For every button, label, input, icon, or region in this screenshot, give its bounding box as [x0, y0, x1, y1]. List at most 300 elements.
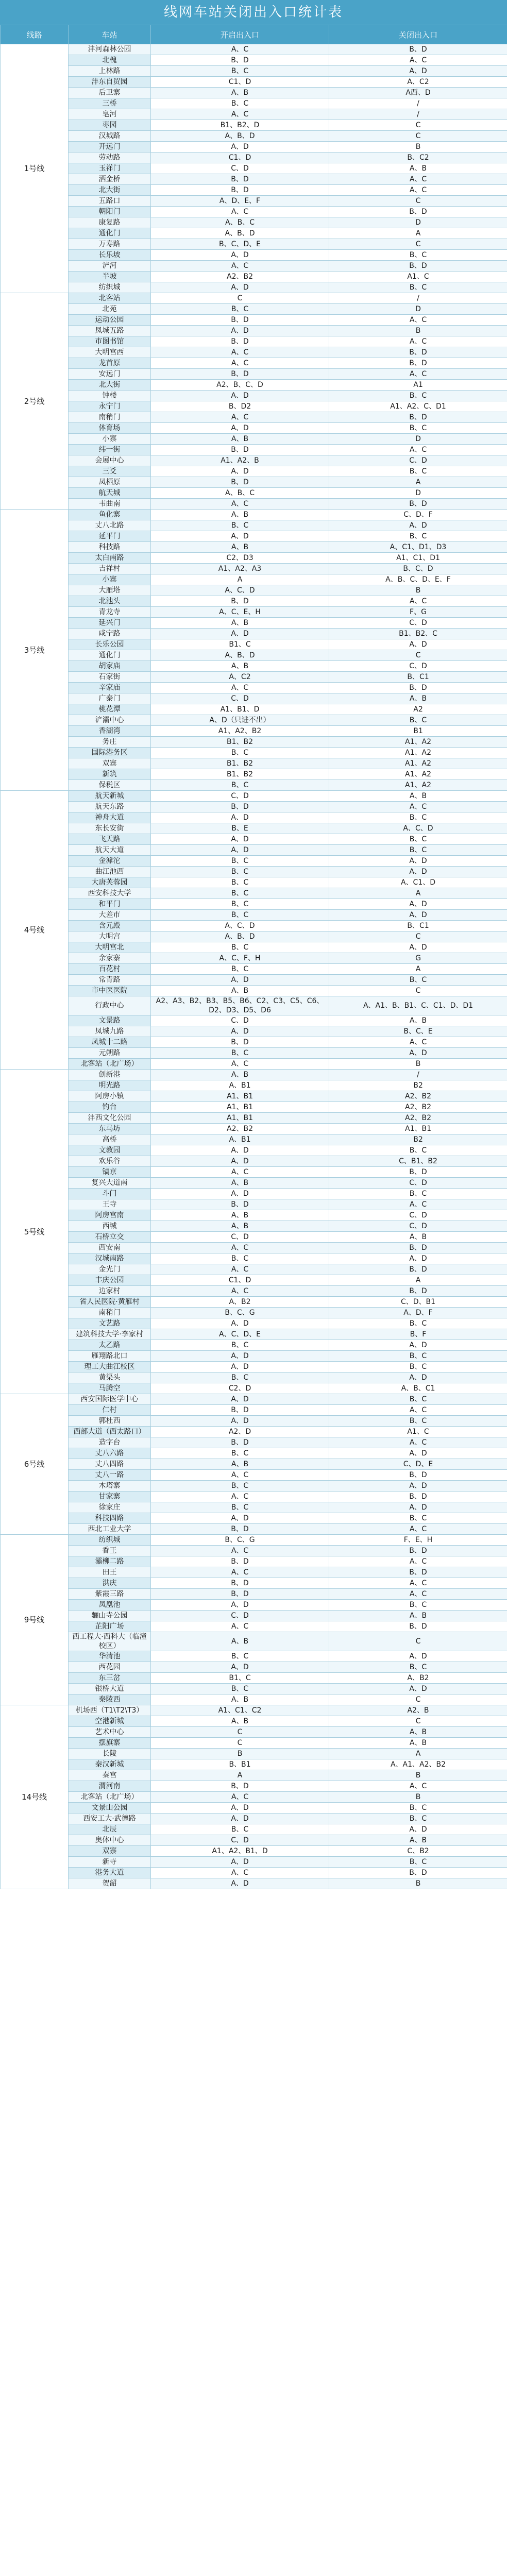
- closed-exits: C、B1、B2: [329, 1156, 507, 1167]
- closed-exits: A1、A2: [329, 737, 507, 748]
- station-name: 纺织城: [69, 282, 151, 293]
- station-name: 辛家庙: [69, 683, 151, 693]
- closed-exits: B、C: [329, 975, 507, 986]
- open-exits: A1、A2、B: [151, 455, 329, 466]
- open-exits: B1、C: [151, 639, 329, 650]
- closed-exits: A1、A2: [329, 780, 507, 791]
- table-row: [1, 1513, 507, 1524]
- station-name: 小寨: [69, 434, 151, 445]
- open-exits: B、D: [151, 445, 329, 455]
- table-row: [1, 1416, 507, 1427]
- closed-exits: B、D: [329, 347, 507, 358]
- station-name: 北槐: [69, 55, 151, 66]
- closed-exits: A、D: [329, 66, 507, 77]
- open-exits: A、D: [151, 834, 329, 845]
- table-row: [1, 1621, 507, 1632]
- station-name: 黄渠头: [69, 1372, 151, 1383]
- open-exits: B、C: [151, 98, 329, 109]
- table-row: [1, 1878, 507, 1889]
- closed-exits: A西、D: [329, 88, 507, 98]
- table-row: [1, 726, 507, 737]
- table-row: [1, 282, 507, 293]
- station-name: 丈八北路: [69, 520, 151, 531]
- station-name: 凤凰池: [69, 1600, 151, 1611]
- station-name: 北客站（北广场）: [69, 1059, 151, 1070]
- table-row: [1, 1694, 507, 1705]
- table-row: [1, 1059, 507, 1070]
- station-name: 凤城九路: [69, 1026, 151, 1037]
- closed-exits: A、D: [329, 1048, 507, 1059]
- station-name: 西部大道（西太路口）: [69, 1427, 151, 1437]
- open-exits: B、D: [151, 1037, 329, 1048]
- closed-exits: /: [329, 109, 507, 120]
- table-row: [1, 261, 507, 272]
- station-name: 汉城路: [69, 131, 151, 142]
- station-name: 西安南: [69, 1243, 151, 1253]
- open-exits: B、D: [151, 174, 329, 185]
- open-exits: B、C: [151, 1448, 329, 1459]
- station-name: 通化门: [69, 650, 151, 661]
- station-name: 务庄: [69, 737, 151, 748]
- table-row: [1, 758, 507, 769]
- open-exits: A、D: [151, 1362, 329, 1372]
- open-exits: A2、B2: [151, 272, 329, 282]
- table-row: [1, 1264, 507, 1275]
- station-name: 通化门: [69, 228, 151, 239]
- station-name: 浐河: [69, 261, 151, 272]
- closed-exits: B、C1: [329, 672, 507, 683]
- station-name: 沣东自贸园: [69, 77, 151, 88]
- open-exits: C、D: [151, 693, 329, 704]
- closed-exits: A、D: [329, 867, 507, 877]
- open-exits: B、C: [151, 899, 329, 910]
- closed-exits: B、C: [329, 1600, 507, 1611]
- open-exits: A、D: [151, 1189, 329, 1199]
- line-name: 1号线: [1, 44, 69, 293]
- station-name: 田王: [69, 1567, 151, 1578]
- closed-exits: A、A1、B、B1、C、C1、D、D1: [329, 996, 507, 1015]
- station-name: 金滹沱: [69, 856, 151, 867]
- table-row: [1, 1470, 507, 1481]
- station-name: 皂河: [69, 109, 151, 120]
- closed-exits: B、C: [329, 1513, 507, 1524]
- open-exits: A2、D: [151, 1427, 329, 1437]
- closed-exits: A1、C: [329, 272, 507, 282]
- closed-exits: B、C: [329, 812, 507, 823]
- open-exits: B、C: [151, 780, 329, 791]
- open-exits: A、D: [151, 1394, 329, 1405]
- open-exits: A、C: [151, 1243, 329, 1253]
- table-row: [1, 1662, 507, 1673]
- station-name: 文景路: [69, 1015, 151, 1026]
- closed-exits: A: [329, 1275, 507, 1286]
- open-exits: A、D: [151, 1814, 329, 1824]
- table-row: [1, 1372, 507, 1383]
- station-name: 凤城十二路: [69, 1037, 151, 1048]
- station-name: 汉城南路: [69, 1253, 151, 1264]
- station-name: 运动公园: [69, 315, 151, 326]
- open-exits: A1、B1: [151, 1091, 329, 1102]
- station-name: 三爻: [69, 466, 151, 477]
- station-name: 行政中心: [69, 996, 151, 1015]
- station-name: 沣河森林公园: [69, 44, 151, 55]
- open-exits: B、D: [151, 1578, 329, 1589]
- station-name: 朝阳门: [69, 207, 151, 217]
- table-row: [1, 1727, 507, 1738]
- station-name: 上林路: [69, 66, 151, 77]
- line-name: 5号线: [1, 1070, 69, 1394]
- closed-exits: A2、B2: [329, 1113, 507, 1124]
- closed-exits: B、C: [329, 1394, 507, 1405]
- open-exits: C2、D: [151, 1383, 329, 1394]
- table-row: [1, 1814, 507, 1824]
- table-row: [1, 434, 507, 445]
- table-row: [1, 585, 507, 596]
- closed-exits: A、C: [329, 174, 507, 185]
- station-name: 南稍门: [69, 1308, 151, 1318]
- closed-exits: B、D: [329, 358, 507, 369]
- table-row: [1, 293, 507, 304]
- open-exits: B1、B2、D: [151, 120, 329, 131]
- line-name: 6号线: [1, 1394, 69, 1535]
- table-row: [1, 1556, 507, 1567]
- station-name: 欢乐谷: [69, 1156, 151, 1167]
- closed-exits: A2、B: [329, 1705, 507, 1716]
- station-name: 长乐坡: [69, 250, 151, 261]
- station-name: 纺织城: [69, 1535, 151, 1546]
- table-row: [1, 1868, 507, 1878]
- table-row: [1, 455, 507, 466]
- closed-exits: B、C: [329, 845, 507, 856]
- closed-exits: C、D、F: [329, 510, 507, 520]
- station-name: 大差市: [69, 910, 151, 921]
- station-name: 大明宫北: [69, 942, 151, 953]
- open-exits: B、C: [151, 867, 329, 877]
- open-exits: A、D: [151, 845, 329, 856]
- open-exits: A、C: [151, 1621, 329, 1632]
- table-row: [1, 867, 507, 877]
- table-row: [1, 942, 507, 953]
- station-name: 芷阳广场: [69, 1621, 151, 1632]
- closed-exits: A、D: [329, 1684, 507, 1694]
- table-row: [1, 412, 507, 423]
- open-exits: A、D: [151, 1351, 329, 1362]
- closed-exits: A、C: [329, 1405, 507, 1416]
- open-exits: B、D: [151, 596, 329, 607]
- table-row: [1, 650, 507, 661]
- open-exits: B、D: [151, 1524, 329, 1535]
- open-exits: A、D: [151, 1857, 329, 1868]
- closed-exits: F、E、H: [329, 1535, 507, 1546]
- station-name: 华清池: [69, 1651, 151, 1662]
- table-row: [1, 380, 507, 391]
- table-row: [1, 1459, 507, 1470]
- open-exits: A、C、F、H: [151, 953, 329, 964]
- table-row: [1, 931, 507, 942]
- open-exits: A、D: [151, 282, 329, 293]
- open-exits: B、B1: [151, 1759, 329, 1770]
- closed-exits: B、D: [329, 1167, 507, 1178]
- table-row: [1, 391, 507, 401]
- open-exits: A、D: [151, 1026, 329, 1037]
- station-name: 后卫寨: [69, 88, 151, 98]
- closed-exits: A、D: [329, 1448, 507, 1459]
- closed-exits: B1、B2、C: [329, 629, 507, 639]
- closed-exits: C: [329, 1716, 507, 1727]
- table-row: [1, 196, 507, 207]
- table-row: [1, 1070, 507, 1080]
- open-exits: A、C: [151, 1567, 329, 1578]
- closed-exits: C: [329, 239, 507, 250]
- table-row: [1, 564, 507, 574]
- page-title: 线网车站关闭出入口统计表: [0, 0, 507, 25]
- station-name: 西安工大·武德路: [69, 1814, 151, 1824]
- station-name: 含元殿: [69, 921, 151, 931]
- table-row: [1, 369, 507, 380]
- station-name: 艺术中心: [69, 1727, 151, 1738]
- table-row: [1, 66, 507, 77]
- station-name: 科技四路: [69, 1513, 151, 1524]
- closed-exits: A、B: [329, 1727, 507, 1738]
- closed-exits: A、B: [329, 1835, 507, 1846]
- table-row: [1, 910, 507, 921]
- closed-exits: C、D: [329, 661, 507, 672]
- open-exits: B、D: [151, 1556, 329, 1567]
- closed-exits: B、C: [329, 423, 507, 434]
- table-row: [1, 693, 507, 704]
- closed-exits: B: [329, 142, 507, 152]
- station-name: 浐灞中心: [69, 715, 151, 726]
- closed-exits: B、D: [329, 1546, 507, 1556]
- station-name: 丰庆公园: [69, 1275, 151, 1286]
- station-name: 咸宁路: [69, 629, 151, 639]
- open-exits: A、C: [151, 347, 329, 358]
- line-name: 14号线: [1, 1705, 69, 1889]
- table-row: [1, 1145, 507, 1156]
- table-row: [1, 542, 507, 553]
- station-name: 丈八四路: [69, 1459, 151, 1470]
- closed-exits: B: [329, 1792, 507, 1803]
- station-name: 秦陵西: [69, 1694, 151, 1705]
- table-row: [1, 812, 507, 823]
- table-row: [1, 921, 507, 931]
- closed-exits: A、D: [329, 899, 507, 910]
- open-exits: A1、A2、B2: [151, 726, 329, 737]
- closed-exits: A1、C1、D1: [329, 553, 507, 564]
- table-row: [1, 1759, 507, 1770]
- table-row: [1, 1275, 507, 1286]
- table-row: [1, 1749, 507, 1759]
- closed-exits: A: [329, 228, 507, 239]
- station-name: 渭河南: [69, 1781, 151, 1792]
- station-name: 徐家庄: [69, 1502, 151, 1513]
- open-exits: B、C: [151, 1372, 329, 1383]
- open-exits: A1、B1、D: [151, 704, 329, 715]
- closed-exits: A、B: [329, 163, 507, 174]
- station-name: 灞柳二路: [69, 1556, 151, 1567]
- closed-exits: B、C: [329, 531, 507, 542]
- open-exits: A、B、D: [151, 228, 329, 239]
- table-row: [1, 877, 507, 888]
- station-name: 长乐公园: [69, 639, 151, 650]
- table-row: [1, 802, 507, 812]
- open-exits: B、C: [151, 520, 329, 531]
- table-row: [1, 1178, 507, 1189]
- closed-exits: A、C: [329, 1781, 507, 1792]
- table-row: [1, 996, 507, 1015]
- station-name: 劳动路: [69, 152, 151, 163]
- table-row: [1, 1846, 507, 1857]
- closed-exits: B: [329, 1059, 507, 1070]
- station-name: 洪庆: [69, 1578, 151, 1589]
- station-name: 航天东路: [69, 802, 151, 812]
- station-name: 大明宫西: [69, 347, 151, 358]
- station-name: 银桥大道: [69, 1684, 151, 1694]
- open-exits: A1、C1、C2: [151, 1705, 329, 1716]
- station-name: 小寨: [69, 574, 151, 585]
- table-row: [1, 888, 507, 899]
- station-name: 建筑科技大学·李家村: [69, 1329, 151, 1340]
- open-exits: B、C: [151, 66, 329, 77]
- table-row: [1, 769, 507, 780]
- station-name: 体育场: [69, 423, 151, 434]
- table-row: [1, 791, 507, 802]
- table-row: [1, 629, 507, 639]
- open-exits: A、C: [151, 499, 329, 510]
- open-exits: A、C: [151, 207, 329, 217]
- station-name: 青龙寺: [69, 607, 151, 618]
- open-exits: C: [151, 1727, 329, 1738]
- closed-exits: B、C: [329, 466, 507, 477]
- station-name: 钟楼: [69, 391, 151, 401]
- closed-exits: G: [329, 953, 507, 964]
- table-row: [1, 986, 507, 996]
- closed-exits: D: [329, 488, 507, 499]
- table-row: [1, 683, 507, 693]
- table-row: [1, 1502, 507, 1513]
- open-exits: A、C: [151, 261, 329, 272]
- table-row: [1, 1015, 507, 1026]
- open-exits: A、C: [151, 1470, 329, 1481]
- station-name: 纬一街: [69, 445, 151, 455]
- open-exits: A、B: [151, 542, 329, 553]
- open-exits: A、B: [151, 510, 329, 520]
- table-row: [1, 1611, 507, 1621]
- open-exits: B: [151, 1749, 329, 1759]
- open-exits: C、D: [151, 1232, 329, 1243]
- closed-exits: B、D: [329, 1286, 507, 1297]
- station-name: 曲江池西: [69, 867, 151, 877]
- station-name: 半坡: [69, 272, 151, 282]
- open-exits: C、D: [151, 1015, 329, 1026]
- closed-exits: A、B: [329, 1738, 507, 1749]
- table-row: [1, 953, 507, 964]
- open-exits: B、C: [151, 304, 329, 315]
- table-row: [1, 1835, 507, 1846]
- station-name: 摆旗寨: [69, 1738, 151, 1749]
- station-name: 文景山公园: [69, 1803, 151, 1814]
- closed-exits: A: [329, 1749, 507, 1759]
- station-name: 鱼化寨: [69, 510, 151, 520]
- station-name: 西安国际医学中心: [69, 1394, 151, 1405]
- station-table: [0, 25, 507, 1889]
- open-exits: A1、B1: [151, 1102, 329, 1113]
- table-row: [1, 77, 507, 88]
- open-exits: B、C: [151, 856, 329, 867]
- station-name: 雁翔路北口: [69, 1351, 151, 1362]
- closed-exits: A、D: [329, 942, 507, 953]
- station-name: 香王: [69, 1546, 151, 1556]
- table-row: [1, 98, 507, 109]
- closed-exits: B1: [329, 726, 507, 737]
- open-exits: A、B: [151, 1178, 329, 1189]
- closed-exits: A、D: [329, 1253, 507, 1264]
- station-name: 创新港: [69, 1070, 151, 1080]
- open-exits: A、C: [151, 1492, 329, 1502]
- station-name: 东长安街: [69, 823, 151, 834]
- table-row: [1, 477, 507, 488]
- table-row: [1, 1546, 507, 1556]
- open-exits: C、D: [151, 163, 329, 174]
- table-row: [1, 1026, 507, 1037]
- closed-exits: A1、A2: [329, 748, 507, 758]
- station-name: 凤城五路: [69, 326, 151, 336]
- table-row: [1, 304, 507, 315]
- table-row: [1, 1824, 507, 1835]
- open-exits: B、D: [151, 336, 329, 347]
- table-row: [1, 423, 507, 434]
- closed-exits: A: [329, 888, 507, 899]
- open-exits: A、D: [151, 1662, 329, 1673]
- closed-exits: A、D: [329, 1824, 507, 1835]
- open-exits: B、C、G: [151, 1535, 329, 1546]
- table-row: [1, 823, 507, 834]
- table-row: [1, 1253, 507, 1264]
- table-row: [1, 336, 507, 347]
- station-name: 西安科技大学: [69, 888, 151, 899]
- closed-exits: C、D: [329, 1221, 507, 1232]
- closed-exits: B、D: [329, 207, 507, 217]
- closed-exits: A、C: [329, 1556, 507, 1567]
- table-row: [1, 531, 507, 542]
- table-row: [1, 1113, 507, 1124]
- station-name: 新寺: [69, 1857, 151, 1868]
- table-row: [1, 120, 507, 131]
- closed-exits: A、D: [329, 910, 507, 921]
- open-exits: A、C: [151, 358, 329, 369]
- station-name: 文艺路: [69, 1318, 151, 1329]
- station-name: 大雁塔: [69, 585, 151, 596]
- station-name: 南稍门: [69, 412, 151, 423]
- station-name: 市中医医院: [69, 986, 151, 996]
- table-row: [1, 1481, 507, 1492]
- closed-exits: B、C: [329, 1814, 507, 1824]
- table-row: [1, 1383, 507, 1394]
- table-row: [1, 1781, 507, 1792]
- open-exits: C、D: [151, 791, 329, 802]
- closed-exits: B、D: [329, 1264, 507, 1275]
- station-name: 省人民医院·黄雁村: [69, 1297, 151, 1308]
- closed-exits: /: [329, 98, 507, 109]
- station-name: 航天新城: [69, 791, 151, 802]
- station-name: 广泰门: [69, 693, 151, 704]
- station-name: 大唐芙蓉园: [69, 877, 151, 888]
- open-exits: B、C: [151, 1824, 329, 1835]
- closed-exits: A、B2: [329, 1673, 507, 1684]
- closed-exits: C: [329, 131, 507, 142]
- closed-exits: B、D: [329, 1567, 507, 1578]
- open-exits: B、C、G: [151, 1308, 329, 1318]
